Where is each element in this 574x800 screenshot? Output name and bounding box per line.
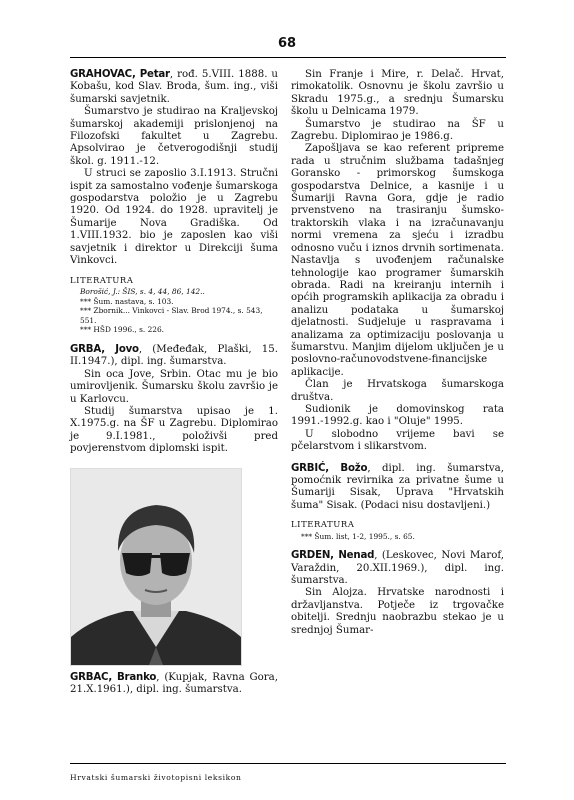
footer-title: Hrvatski šumarski životopisni leksikon [70,773,242,782]
portrait-image [71,469,241,665]
literature-item: *** HŠD 1996., s. 226. [80,325,165,335]
entry-paragraph: U struci se zaposlio 3.I.1913. Stručni ispit za samostalno vođenje šumarskoga gospodarstva položio je u Zagrebu 1920. Od 1924. do 1928. upravitelj je Šumarije Nova Gradiška. Od 1.VIII.1932. bio je zaposlen kao viši savjetnik i direktor u Direkciji šuma Vinkovci. [70,168,278,267]
entry-paragraph: Sin oca Jove, Srbin. Otac mu je bio umirovljenik. Šumarsku školu završio je u Karlovcu. [70,368,278,405]
entry-grba-head: GRBA, Jovo, (Međeđak, Plaški, 15. II.1947.), dipl. ing. šumarstva. [70,343,278,368]
literature-item: *** Šum. nastava, s. 103. [80,296,174,306]
page-number: 68 [277,36,297,51]
entry-paragraph: Sin Alojza. Hrvatske narodnosti i državljanstva. Potječe iz trgovačke obitelji. Srednju naobrazbu stekao je u srednjoj Šumar- [291,587,504,636]
literature-item: *** Zbornik... Vinkovci - Slav. Brod 1974., s. 543, 551. [80,306,263,325]
header-rule [70,57,506,58]
entry-paragraph: Zapošljava se kao referent pripreme rada u stručnim službama tadašnjeg Goransko - primorskog šumskoga gospodarstva Delnice, a kasnije i u Šumariji Ravna Gora, gdje je radio prvenstveno na trasiranju šumsko-traktorskih vlaka i na izračunavanju normi vremena za sjeću i izradbu odnosno vuču i iznos drvnih sortimenata. Nastavlja s uvođenjem računalske tehnologije kao programer šumarskih obrada. Radi na kreiranju internih i općih programskih aplikacija za obradu i analizu podataka u šumarskoj djelatnosti. Sudjeluje u raspravama i analizama za optimizaciju poslovanja u šumarstvu. Manjim dijelom uključen je u poslovno-računovodstvene-financijske aplikacije. [291,143,504,378]
literature-heading: LITERATURA [291,519,355,530]
right-column [291,69,504,637]
entry-paragraph: Sudionik je domovinskog rata 1991.-1992.g. kao i "Oluje" 1995. [291,403,504,428]
entry-name: GRBIĆ, Božo [291,462,368,474]
literature-heading: LITERATURA [70,274,134,285]
footer-rule [70,763,506,764]
entry-name: GRDEN, Nenad [291,550,375,562]
entry-grden-head: GRDEN, Nenad, (Leskovec, Novi Marof, Varaždin, 20.XII.1969.), dipl. ing. šumarstva. [291,550,504,587]
entry-paragraph: Sin Franje i Mire, r. Delač. Hrvat, rimokatolik. Osnovnu je školu završio u Skradu 1975.g., a srednju Šumarsku školu u Delnicama 1979. [291,69,504,118]
entry-paragraph: Šumarstvo je studirao na ŠF u Zagrebu. Diplomirao je 1986.g. [291,118,504,143]
entry-paragraph: Član je Hrvatskoga šumarskoga društva. [291,379,504,403]
literature-item: *** Šum. list, 1-2, 1995., s. 65. [301,531,415,541]
entry-paragraph: Studij šumarstva upisao je 1. X.1975.g. na ŠF u Zagrebu. Diplomirao je 9.I.1981., položivši pred povjerenstvom diplomski ispit. [70,405,278,455]
entry-grahovac-head: GRAHOVAC, Petar, rođ. 5.VIII. 1888. u Kobašu, kod Slav. Broda, šum. ing., viši šumarski savjetnik. [70,69,278,105]
entry-name: GRBA, Jovo [70,343,139,355]
entry-grbac-head: GRBAC, Branko, (Kupjak, Ravna Gora, 21.X.1961.), dipl. ing. šumarstva. [70,671,278,695]
entry-grbic-head: GRBIĆ, Božo, dipl. ing. šumarstva, pomoćnik revirnika za privatne šume u Šumariji Sisak, Uprava "Hrvatskih šuma" Sisak. (Podaci nisu dostavljeni.) [291,462,504,511]
portrait-photo [70,468,242,666]
entry-paragraph: Šumarstvo je studirao na Kraljevskoj šumarskoj akademiji prislonjenoj na Filozofski fakultet u Zagrebu. Apsolvirao je četverogodišnji studij škol. g. 1911.-12. [70,106,278,167]
entry-name: GRAHOVAC, Petar [70,69,170,80]
entry-name: GRBAC, Branko [70,671,157,683]
left-column [70,69,278,696]
literature-item: Borošić, J.: ŠIS, s. 4, 44, 86, 142.. [80,286,205,296]
entry-paragraph: U slobodno vrijeme bavi se pčelarstvom i slikarstvom. [291,428,504,453]
